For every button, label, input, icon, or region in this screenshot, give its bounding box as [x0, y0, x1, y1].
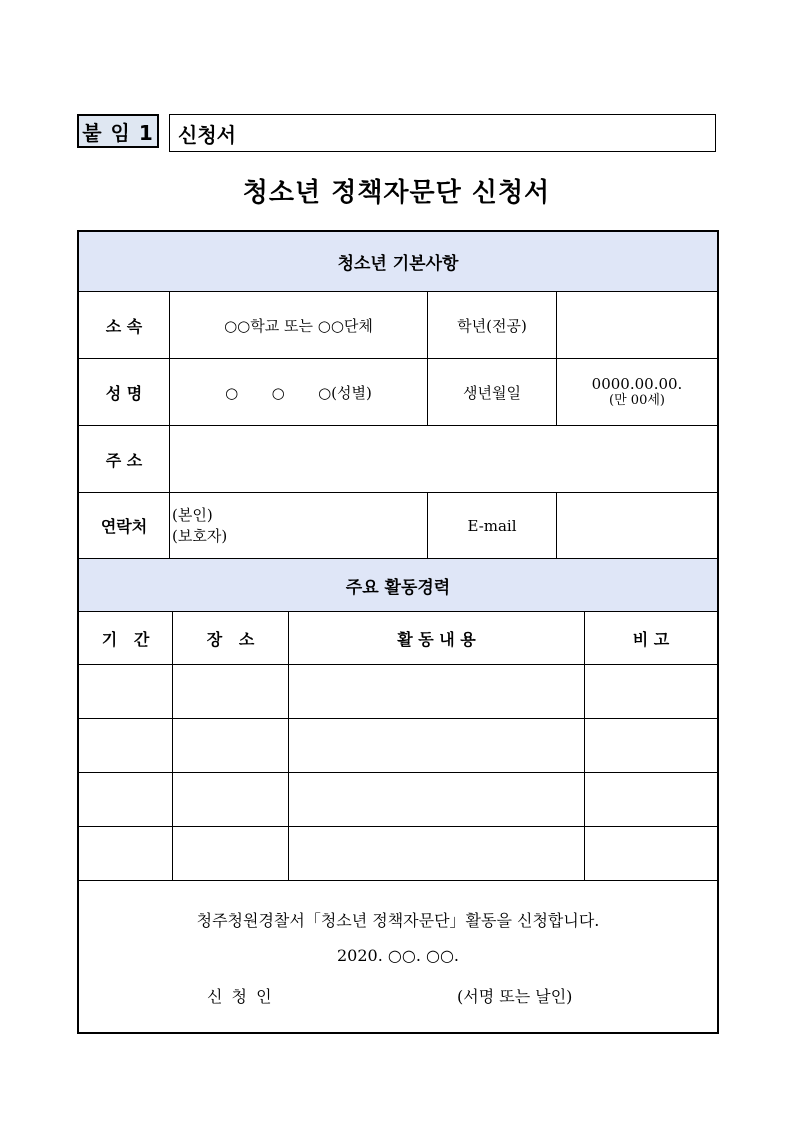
activity-row-2-place[interactable]: [173, 719, 288, 772]
application-date[interactable]: 2020. ○○. ○○.: [337, 946, 459, 965]
col-place: 장 소: [206, 629, 255, 649]
grade-field[interactable]: [557, 292, 717, 358]
activity-row-2-period[interactable]: [79, 719, 172, 772]
birth-field[interactable]: [557, 359, 717, 425]
activity-row-2-note[interactable]: [585, 719, 717, 772]
attachment-title: 신청서: [169, 114, 716, 152]
affiliation-field[interactable]: ○○학교 또는 ○○단체: [224, 316, 373, 335]
activity-row-4-content[interactable]: [289, 827, 584, 880]
name-field[interactable]: ○ ○ ○(성별): [225, 383, 372, 402]
activity-row-1-period[interactable]: [79, 665, 172, 718]
attachment-label: 붙 임 1: [77, 114, 159, 148]
birth-label: 생년월일: [463, 383, 521, 402]
basic-section-heading: 청소년 기본사항: [79, 232, 717, 292]
activity-row-1-content[interactable]: [289, 665, 584, 718]
activity-row-4-period[interactable]: [79, 827, 172, 880]
name-label: 성 명: [105, 383, 143, 403]
activity-row-1-place[interactable]: [173, 665, 288, 718]
activity-row-1-note[interactable]: [585, 665, 717, 718]
applicant-label: 신 청 인: [207, 987, 274, 1006]
email-field[interactable]: [557, 493, 717, 558]
address-field[interactable]: [170, 426, 717, 492]
contact-guardian: (보호자): [172, 526, 228, 545]
contact-field[interactable]: [170, 493, 427, 558]
signature-area: [79, 880, 717, 1032]
attachment-header: [77, 114, 717, 152]
birth-age: (만 00세): [609, 393, 665, 409]
activity-section-heading: 주요 활동경력: [79, 559, 717, 612]
address-label: 주 소: [105, 450, 143, 470]
col-note: 비 고: [632, 629, 670, 649]
contact-self: (본인): [172, 506, 213, 525]
activity-row-3-place[interactable]: [173, 773, 288, 826]
activity-row-3-note[interactable]: [585, 773, 717, 826]
activity-row-4-note[interactable]: [585, 827, 717, 880]
activity-row-2-content[interactable]: [289, 719, 584, 772]
application-statement: 청주청원경찰서「청소년 정책자문단」활동을 신청합니다.: [196, 911, 600, 930]
birth-date: 0000.00.00.: [591, 375, 683, 394]
activity-row-3-period[interactable]: [79, 773, 172, 826]
activity-row-3-content[interactable]: [289, 773, 584, 826]
col-period: 기 간: [101, 629, 150, 649]
affiliation-label: 소 속: [105, 316, 143, 336]
email-label: E-mail: [467, 516, 517, 535]
contact-label: 연락처: [100, 517, 148, 536]
document-title: 청소년 정책자문단 신청서: [242, 178, 551, 208]
application-form: [77, 230, 719, 1034]
signature-hint[interactable]: (서명 또는 날인): [457, 987, 573, 1006]
col-activity: 활 동 내 용: [397, 629, 476, 649]
grade-label: 학년(전공): [457, 316, 527, 335]
activity-row-4-place[interactable]: [173, 827, 288, 880]
